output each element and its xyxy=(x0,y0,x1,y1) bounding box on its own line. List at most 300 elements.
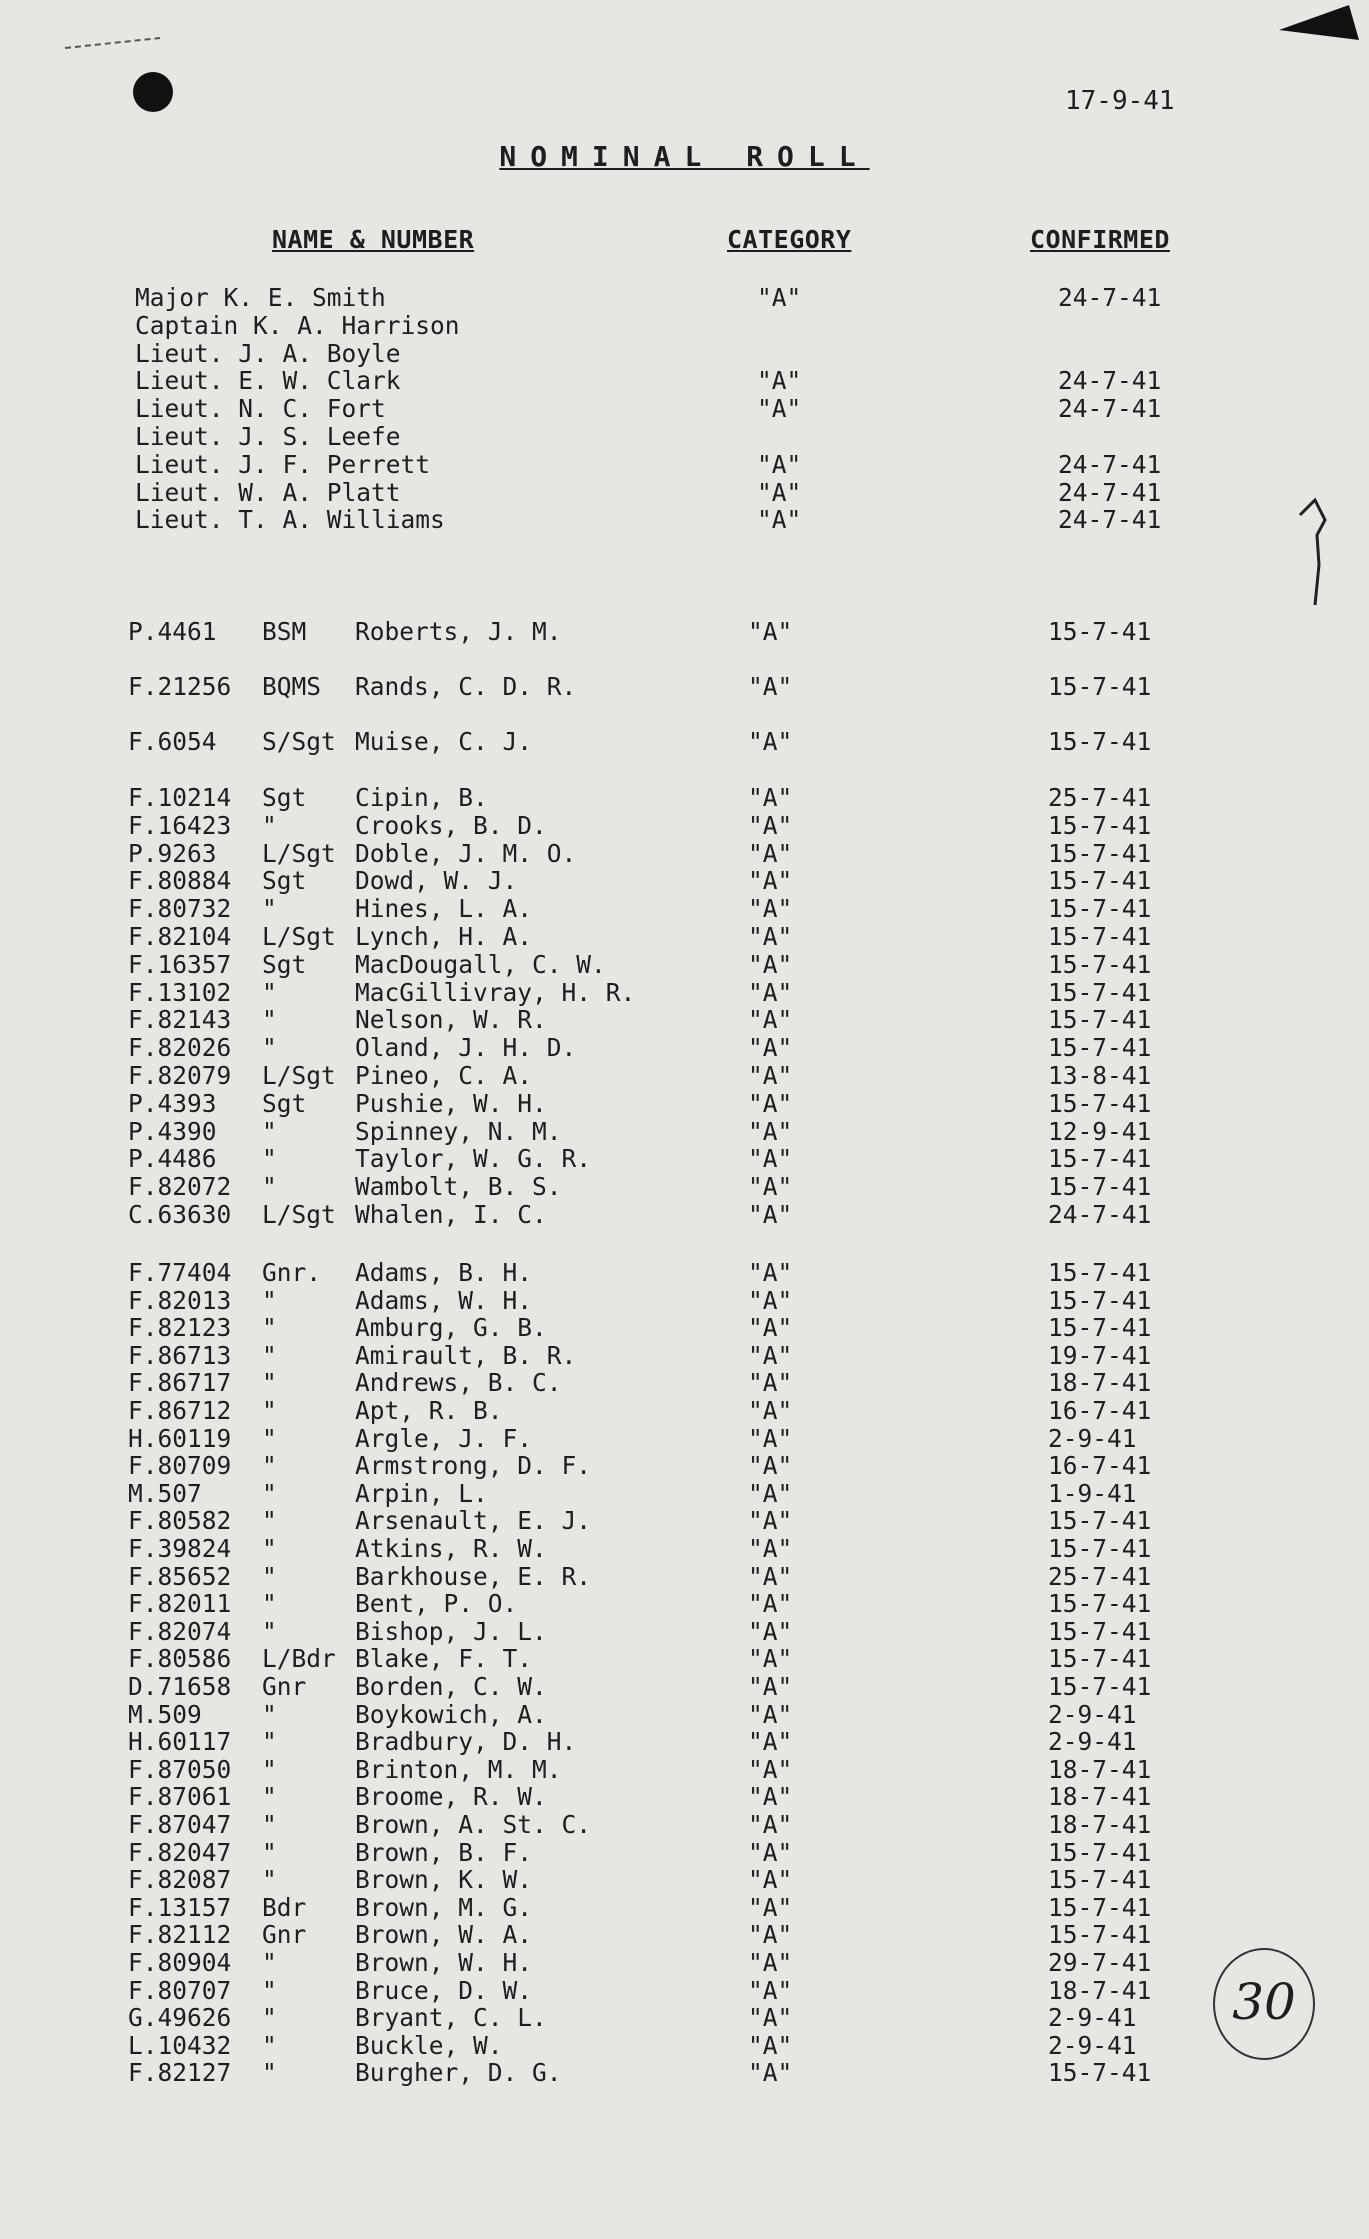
confirmed-date: 2-9-41 xyxy=(1048,2030,1137,2060)
rank: " xyxy=(262,1313,277,1343)
rank: " xyxy=(262,977,277,1007)
confirmed-date: 15-7-41 xyxy=(1048,1589,1152,1619)
confirmed-date: 16-7-41 xyxy=(1048,1396,1152,1425)
officer-row xyxy=(0,478,1369,506)
category-value: "A" xyxy=(748,1033,793,1063)
category-value: "A" xyxy=(748,2030,793,2060)
category-value: "A" xyxy=(748,1561,793,1591)
category-value: "A" xyxy=(748,1782,793,1812)
service-number: F.86712 xyxy=(128,1396,232,1425)
gunner-row xyxy=(0,1534,1369,1562)
person-name: Whalen, I. C. xyxy=(355,1200,547,1229)
gunner-row xyxy=(0,1700,1369,1728)
document-title: NOMINAL ROLL xyxy=(499,140,870,173)
rank: " xyxy=(262,1616,277,1646)
rank: " xyxy=(262,1144,277,1174)
confirmed-date: 15-7-41 xyxy=(1048,1144,1152,1174)
service-number: F.13102 xyxy=(128,977,232,1007)
category-value: "A" xyxy=(748,2003,793,2033)
gunner-row xyxy=(0,1341,1369,1369)
confirmed-date: 15-7-41 xyxy=(1048,1644,1152,1674)
confirmed-date: 24-7-41 xyxy=(1058,505,1162,535)
category-value: "A" xyxy=(748,894,793,924)
officer-name: Lieut. J. A. Boyle xyxy=(135,338,401,368)
service-number: F.82079 xyxy=(128,1061,232,1090)
category-value: "A" xyxy=(748,1423,793,1453)
confirmed-date: 15-7-41 xyxy=(1048,1892,1152,1922)
service-number: F.80582 xyxy=(128,1506,232,1536)
sergeant-row xyxy=(0,894,1369,922)
confirmed-date: 12-9-41 xyxy=(1048,1116,1152,1146)
rank: " xyxy=(262,1285,277,1315)
service-number: F.87061 xyxy=(128,1782,232,1812)
person-name: Brown, M. G. xyxy=(355,1892,533,1922)
category-value: "A" xyxy=(748,1144,793,1174)
category-value: "A" xyxy=(748,1258,793,1287)
person-name: Arpin, L. xyxy=(355,1478,488,1508)
senior-nco-row xyxy=(0,672,1369,700)
category-value: "A" xyxy=(748,1948,793,1977)
category-value: "A" xyxy=(748,977,793,1007)
confirmed-date: 15-7-41 xyxy=(1048,672,1152,701)
category-value: "A" xyxy=(748,1865,793,1895)
sergeant-row xyxy=(0,1144,1369,1172)
service-number: F.82123 xyxy=(128,1313,232,1343)
confirmed-date: 15-7-41 xyxy=(1048,1258,1152,1287)
confirmed-date: 15-7-41 xyxy=(1048,894,1152,924)
service-number: F.87050 xyxy=(128,1754,232,1784)
confirmed-date: 15-7-41 xyxy=(1048,1506,1152,1536)
gunner-row xyxy=(0,1893,1369,1921)
confirmed-date: 24-7-41 xyxy=(1058,366,1162,396)
category-value: "A" xyxy=(748,1313,793,1343)
confirmed-date: 2-9-41 xyxy=(1048,1727,1137,1757)
column-header-confirmed: CONFIRMED xyxy=(1030,225,1170,254)
person-name: Dowd, W. J. xyxy=(355,866,518,896)
service-number: F.86717 xyxy=(128,1368,232,1398)
rank: L/Sgt xyxy=(262,1200,336,1229)
gunner-row xyxy=(0,1865,1369,1893)
rank: " xyxy=(262,2058,277,2088)
person-name: MacGillivray, H. R. xyxy=(355,977,636,1007)
category-value: "A" xyxy=(748,1200,793,1229)
person-name: Armstrong, D. F. xyxy=(355,1451,592,1481)
confirmed-date: 15-7-41 xyxy=(1048,1672,1152,1701)
category-value: "A" xyxy=(748,1172,793,1202)
service-number: F.86713 xyxy=(128,1340,232,1370)
confirmed-date: 15-7-41 xyxy=(1048,1920,1152,1950)
officer-name: Lieut. W. A. Platt xyxy=(135,477,401,507)
confirmed-date: 15-7-41 xyxy=(1048,1285,1152,1315)
rank: " xyxy=(262,1589,277,1619)
sergeant-row xyxy=(0,783,1369,811)
service-number: F.82074 xyxy=(128,1616,232,1646)
confirmed-date: 15-7-41 xyxy=(1048,949,1152,979)
confirmed-date: 15-7-41 xyxy=(1048,922,1152,951)
sergeant-row xyxy=(0,1033,1369,1061)
service-number: F.82104 xyxy=(128,922,232,951)
service-number: F.80732 xyxy=(128,894,232,924)
rank: " xyxy=(262,2003,277,2033)
person-name: Burgher, D. G. xyxy=(355,2058,562,2088)
confirmed-date: 2-9-41 xyxy=(1048,1699,1137,1729)
officer-row xyxy=(0,339,1369,367)
gunner-row xyxy=(0,1782,1369,1810)
gunner-row xyxy=(0,1948,1369,1976)
rank: " xyxy=(262,1340,277,1370)
rank: " xyxy=(262,1754,277,1784)
category-value: "A" xyxy=(748,617,793,646)
service-number: F.16357 xyxy=(128,949,232,979)
gunner-row xyxy=(0,1479,1369,1507)
person-name: Hines, L. A. xyxy=(355,894,533,924)
service-number: F.13157 xyxy=(128,1892,232,1922)
service-number: H.60119 xyxy=(128,1423,232,1453)
confirmed-date: 15-7-41 xyxy=(1048,1837,1152,1867)
rank: " xyxy=(262,1699,277,1729)
confirmed-date: 18-7-41 xyxy=(1048,1754,1152,1784)
rank: " xyxy=(262,1005,277,1035)
person-name: Broome, R. W. xyxy=(355,1782,547,1812)
category-value: "A" xyxy=(748,866,793,896)
rank: BSM xyxy=(262,617,307,646)
gunner-row xyxy=(0,1451,1369,1479)
person-name: Bryant, C. L. xyxy=(355,2003,547,2033)
gunner-row xyxy=(0,1424,1369,1452)
gunner-row xyxy=(0,2003,1369,2031)
person-name: Amburg, G. B. xyxy=(355,1313,547,1343)
confirmed-date: 24-7-41 xyxy=(1058,477,1162,507)
rank: S/Sgt xyxy=(262,727,336,756)
gunner-row xyxy=(0,1810,1369,1838)
service-number: F.80884 xyxy=(128,866,232,896)
rank: " xyxy=(262,1837,277,1867)
rank: " xyxy=(262,1975,277,2005)
officer-row xyxy=(0,450,1369,478)
sergeant-row xyxy=(0,1200,1369,1228)
confirmed-date: 13-8-41 xyxy=(1048,1061,1152,1090)
confirmed-date: 15-7-41 xyxy=(1048,977,1152,1007)
person-name: Doble, J. M. O. xyxy=(355,838,577,868)
confirmed-date: 19-7-41 xyxy=(1048,1340,1152,1370)
category-value: "A" xyxy=(757,394,802,424)
person-name: Barkhouse, E. R. xyxy=(355,1561,592,1591)
person-name: Crooks, B. D. xyxy=(355,810,547,840)
rank: " xyxy=(262,810,277,840)
rank: " xyxy=(262,1534,277,1563)
confirmed-date: 24-7-41 xyxy=(1058,394,1162,424)
category-value: "A" xyxy=(748,1920,793,1950)
category-value: "A" xyxy=(748,1892,793,1922)
confirmed-date: 18-7-41 xyxy=(1048,1975,1152,2005)
service-number: F.82072 xyxy=(128,1172,232,1202)
category-value: "A" xyxy=(748,1616,793,1646)
confirmed-date: 15-7-41 xyxy=(1048,1172,1152,1202)
rank: " xyxy=(262,1810,277,1839)
gunner-row xyxy=(0,1506,1369,1534)
confirmed-date: 15-7-41 xyxy=(1048,1088,1152,1118)
person-name: Buckle, W. xyxy=(355,2030,503,2060)
person-name: Brown, K. W. xyxy=(355,1865,533,1895)
category-value: "A" xyxy=(748,1589,793,1619)
column-header-category: CATEGORY xyxy=(727,225,852,254)
gunner-row xyxy=(0,1920,1369,1948)
person-name: Brown, B. F. xyxy=(355,1837,533,1867)
officer-name: Major K. E. Smith xyxy=(135,283,386,312)
service-number: P.4393 xyxy=(128,1088,217,1118)
gunner-row xyxy=(0,1589,1369,1617)
gunner-row xyxy=(0,1672,1369,1700)
category-value: "A" xyxy=(757,366,802,396)
confirmed-date: 16-7-41 xyxy=(1048,1451,1152,1481)
confirmed-date: 25-7-41 xyxy=(1048,783,1152,812)
service-number: F.85652 xyxy=(128,1561,232,1591)
service-number: F.82143 xyxy=(128,1005,232,1035)
gunner-row xyxy=(0,1755,1369,1783)
category-value: "A" xyxy=(748,1699,793,1729)
gunner-row xyxy=(0,2058,1369,2086)
sergeant-row xyxy=(0,978,1369,1006)
confirmed-date: 29-7-41 xyxy=(1048,1948,1152,1977)
officer-name: Lieut. N. C. Fort xyxy=(135,394,386,424)
person-name: Pushie, W. H. xyxy=(355,1088,547,1118)
officer-row xyxy=(0,505,1369,533)
confirmed-date: 15-7-41 xyxy=(1048,1534,1152,1563)
sergeant-row xyxy=(0,811,1369,839)
rank: " xyxy=(262,1948,277,1977)
rank: " xyxy=(262,1423,277,1453)
gunner-row xyxy=(0,1976,1369,2004)
person-name: Boykowich, A. xyxy=(355,1699,547,1729)
person-name: Roberts, J. M. xyxy=(355,617,562,646)
confirmed-date: 15-7-41 xyxy=(1048,866,1152,896)
rank: Gnr xyxy=(262,1672,307,1701)
senior-nco-row xyxy=(0,727,1369,755)
gunner-row xyxy=(0,1258,1369,1286)
confirmed-date: 15-7-41 xyxy=(1048,838,1152,868)
rank: " xyxy=(262,1478,277,1508)
category-value: "A" xyxy=(748,1727,793,1757)
rank: " xyxy=(262,1396,277,1425)
senior-nco-row xyxy=(0,617,1369,645)
service-number: G.49626 xyxy=(128,2003,232,2033)
service-number: F.80707 xyxy=(128,1975,232,2005)
category-value: "A" xyxy=(748,2058,793,2088)
confirmed-date: 18-7-41 xyxy=(1048,1782,1152,1812)
service-number: M.509 xyxy=(128,1699,202,1729)
person-name: Amirault, B. R. xyxy=(355,1340,577,1370)
confirmed-date: 1-9-41 xyxy=(1048,1478,1137,1508)
rank: " xyxy=(262,1561,277,1591)
service-number: F.10214 xyxy=(128,783,232,812)
service-number: P.4390 xyxy=(128,1116,217,1146)
confirmed-date: 25-7-41 xyxy=(1048,1561,1152,1591)
category-value: "A" xyxy=(748,922,793,951)
confirmed-date: 15-7-41 xyxy=(1048,810,1152,840)
person-name: Brown, W. H. xyxy=(355,1948,533,1977)
category-value: "A" xyxy=(748,1005,793,1035)
sergeant-row xyxy=(0,839,1369,867)
service-number: F.6054 xyxy=(128,727,217,756)
service-number: H.60117 xyxy=(128,1727,232,1757)
officer-name: Lieut. E. W. Clark xyxy=(135,366,401,396)
service-number: C.63630 xyxy=(128,1200,232,1229)
person-name: Adams, W. H. xyxy=(355,1285,533,1315)
officer-name: Lieut. T. A. Williams xyxy=(135,505,445,535)
gunner-row xyxy=(0,1838,1369,1866)
service-number: F.80586 xyxy=(128,1644,232,1674)
gunner-row xyxy=(0,1396,1369,1424)
confirmed-date: 15-7-41 xyxy=(1048,2058,1152,2088)
rank: Sgt xyxy=(262,783,307,812)
confirmed-date: 15-7-41 xyxy=(1048,1313,1152,1343)
person-name: Pineo, C. A. xyxy=(355,1061,533,1090)
person-name: Rands, C. D. R. xyxy=(355,672,577,701)
category-value: "A" xyxy=(748,1451,793,1481)
confirmed-date: 15-7-41 xyxy=(1048,1005,1152,1035)
service-number: F.82026 xyxy=(128,1033,232,1063)
category-value: "A" xyxy=(748,1061,793,1090)
category-value: "A" xyxy=(748,672,793,701)
sergeant-row xyxy=(0,1172,1369,1200)
rank: Sgt xyxy=(262,866,307,896)
service-number: F.87047 xyxy=(128,1810,232,1839)
service-number: F.39824 xyxy=(128,1534,232,1563)
category-value: "A" xyxy=(748,1285,793,1315)
rank: " xyxy=(262,1368,277,1398)
sergeant-row xyxy=(0,950,1369,978)
service-number: F.77404 xyxy=(128,1258,232,1287)
corner-tab-mark xyxy=(1249,0,1369,60)
person-name: Borden, C. W. xyxy=(355,1672,547,1701)
gunner-row xyxy=(0,2031,1369,2059)
sergeant-row xyxy=(0,1061,1369,1089)
rank: Sgt xyxy=(262,1088,307,1118)
category-value: "A" xyxy=(748,1534,793,1563)
gunner-row xyxy=(0,1313,1369,1341)
officer-name: Lieut. J. F. Perrett xyxy=(135,449,431,479)
rank: " xyxy=(262,1506,277,1536)
category-value: "A" xyxy=(748,1116,793,1146)
rank: BQMS xyxy=(262,672,322,701)
category-value: "A" xyxy=(748,1672,793,1701)
officer-name: Captain K. A. Harrison xyxy=(135,310,460,340)
person-name: Oland, J. H. D. xyxy=(355,1033,577,1063)
rank: " xyxy=(262,1172,277,1202)
service-number: F.82013 xyxy=(128,1285,232,1315)
category-value: "A" xyxy=(748,838,793,868)
service-number: F.82047 xyxy=(128,1837,232,1867)
service-number: M.507 xyxy=(128,1478,202,1508)
confirmed-date: 15-7-41 xyxy=(1048,727,1152,756)
confirmed-date: 2-9-41 xyxy=(1048,1423,1137,1453)
confirmed-date: 24-7-41 xyxy=(1048,1200,1152,1229)
officer-row xyxy=(0,283,1369,311)
column-header-name: NAME & NUMBER xyxy=(272,225,475,254)
confirmed-date: 15-7-41 xyxy=(1048,1865,1152,1895)
person-name: Brown, W. A. xyxy=(355,1920,533,1950)
officer-row xyxy=(0,366,1369,394)
category-value: "A" xyxy=(748,1754,793,1784)
sergeant-row xyxy=(0,1089,1369,1117)
category-value: "A" xyxy=(748,810,793,840)
service-number: P.4461 xyxy=(128,617,217,646)
rank: Gnr. xyxy=(262,1258,322,1287)
gunner-row xyxy=(0,1727,1369,1755)
service-number: F.82127 xyxy=(128,2058,232,2088)
punch-hole xyxy=(133,72,173,112)
category-value: "A" xyxy=(748,1975,793,2005)
rank: L/Sgt xyxy=(262,838,336,868)
officer-row xyxy=(0,311,1369,339)
rank: L/Bdr xyxy=(262,1644,336,1674)
confirmed-date: 15-7-41 xyxy=(1048,1033,1152,1063)
person-name: Adams, B. H. xyxy=(355,1258,533,1287)
category-value: "A" xyxy=(748,1644,793,1674)
rank: " xyxy=(262,1782,277,1812)
category-value: "A" xyxy=(748,1837,793,1867)
person-name: Brinton, M. M. xyxy=(355,1754,562,1784)
category-value: "A" xyxy=(757,283,802,312)
sergeant-row xyxy=(0,922,1369,950)
category-value: "A" xyxy=(748,1506,793,1536)
confirmed-date: 2-9-41 xyxy=(1048,2003,1137,2033)
confirmed-date: 24-7-41 xyxy=(1058,449,1162,479)
person-name: Blake, F. T. xyxy=(355,1644,533,1674)
person-name: Wambolt, B. S. xyxy=(355,1172,562,1202)
officer-row xyxy=(0,394,1369,422)
rank: " xyxy=(262,1116,277,1146)
category-value: "A" xyxy=(748,1368,793,1398)
page-number-circle: 30 xyxy=(1213,1948,1315,2060)
category-value: "A" xyxy=(757,449,802,479)
person-name: Apt, R. B. xyxy=(355,1396,503,1425)
service-number: F.82087 xyxy=(128,1865,232,1895)
category-value: "A" xyxy=(748,783,793,812)
category-value: "A" xyxy=(748,1088,793,1118)
confirmed-date: 15-7-41 xyxy=(1048,1616,1152,1646)
person-name: Argle, J. F. xyxy=(355,1423,533,1453)
service-number: P.4486 xyxy=(128,1144,217,1174)
service-number: F.80709 xyxy=(128,1451,232,1481)
category-value: "A" xyxy=(748,949,793,979)
service-number: F.21256 xyxy=(128,672,232,701)
category-value: "A" xyxy=(748,1810,793,1839)
person-name: Andrews, B. C. xyxy=(355,1368,562,1398)
gunner-row xyxy=(0,1368,1369,1396)
rank: " xyxy=(262,1033,277,1063)
sergeant-row xyxy=(0,1005,1369,1033)
rank: Sgt xyxy=(262,949,307,979)
category-value: "A" xyxy=(748,1340,793,1370)
confirmed-date: 18-7-41 xyxy=(1048,1810,1152,1839)
confirmed-date: 18-7-41 xyxy=(1048,1368,1152,1398)
sergeant-row xyxy=(0,866,1369,894)
person-name: Lynch, H. A. xyxy=(355,922,533,951)
gunner-row xyxy=(0,1286,1369,1314)
person-name: Taylor, W. G. R. xyxy=(355,1144,592,1174)
category-value: "A" xyxy=(748,1478,793,1508)
rank: " xyxy=(262,894,277,924)
gunner-row xyxy=(0,1644,1369,1672)
person-name: Cipin, B. xyxy=(355,783,488,812)
rank: " xyxy=(262,1865,277,1895)
gunner-row xyxy=(0,1562,1369,1590)
service-number: P.9263 xyxy=(128,838,217,868)
person-name: Arsenault, E. J. xyxy=(355,1506,592,1536)
person-name: Muise, C. J. xyxy=(355,727,533,756)
person-name: Nelson, W. R. xyxy=(355,1005,547,1035)
